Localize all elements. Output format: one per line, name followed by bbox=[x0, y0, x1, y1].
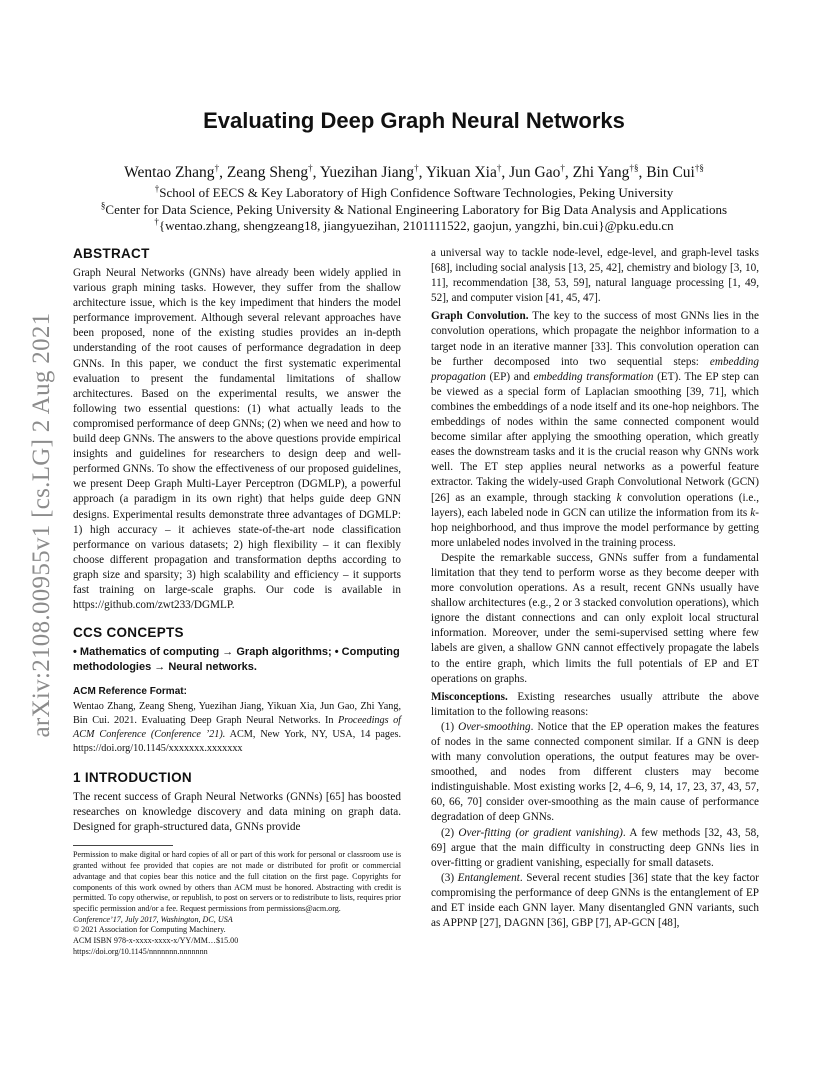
affiliation-mark: † bbox=[154, 216, 159, 227]
term-entanglement: Entanglement bbox=[457, 871, 520, 884]
author-mark: †§ bbox=[629, 162, 639, 173]
author-name: Jun Gao bbox=[509, 164, 561, 181]
text-run: (1) bbox=[441, 720, 459, 733]
author-mark: †§ bbox=[694, 162, 704, 173]
introduction-heading: 1 INTRODUCTION bbox=[73, 770, 192, 786]
term-et: embedding transformation bbox=[533, 370, 654, 383]
text-run: The key to the success of most GNNs lies in the convolution operations, which propagate the neighbor information to a target node in an iterative manner [33]. This convolution operation can be further decomposed into two sequential steps: bbox=[431, 310, 759, 368]
ccs-heading: CCS CONCEPTS bbox=[73, 625, 184, 641]
affiliation-2 bbox=[0, 202, 828, 218]
text-run: (2) bbox=[441, 826, 459, 839]
text-run: (EP) and bbox=[485, 370, 534, 383]
affiliation-emails bbox=[0, 218, 828, 234]
author-name: Zhi Yang bbox=[572, 164, 630, 181]
var-k: k bbox=[616, 491, 622, 504]
permission-notice: Permission to make digital or hard copies of all or part of this work for personal or classroom use is granted without fee provided that copies are not made or distributed for profit or commercial advantage and that copies bear this notice and the full citation on the first page. Copyrights for components of this work owned by others than ACM must be honored. Abstracting with credit is permitted. To copy otherwise, or republish, to post on servers or to redistribute to lists, requires prior specific permission and/or a fee. Request permissions from permissions@acm.org. bbox=[73, 850, 401, 913]
introduction-paragraph: The recent success of Graph Neural Networks (GNNs) [65] has boosted researches on knowledge discovery and data mining on graph data. Designed for graph-structured data, GNNs provide bbox=[73, 791, 401, 834]
author-name: Bin Cui bbox=[646, 164, 695, 181]
author-name: Zeang Sheng bbox=[226, 164, 309, 181]
copyright-line: © 2021 Association for Computing Machinery. bbox=[73, 925, 226, 935]
affiliation-mark: § bbox=[100, 200, 106, 211]
intro-continued-paragraph: a universal way to tackle node-level, edge-level, and graph-level tasks [68], including social analysis [13, 25, 42], chemistry and biology [3, 10, 11], recommendation [38, 53, 59], natural language processing [1, 49, 52], and computer vision [41, 45, 47]. bbox=[431, 247, 759, 305]
arxiv-stamp bbox=[22, 285, 62, 765]
text-run: . Several recent studies [36] state that the key factor compromising the performance of deep GNNs is the entanglement of EP and ET inside each GNN layer. Many disentangled GNN variants, such as APPNP [27], DAGNN [36], GBP [7], AP-GCN [48], bbox=[431, 871, 759, 930]
text-run: convolution operations (i.e., layers), each labeled node in GCN can utilize the information from its bbox=[431, 491, 759, 519]
affiliation-mark: † bbox=[154, 183, 160, 194]
doi-link[interactable]: https://doi.org/10.1145/nnnnnnn.nnnnnnn bbox=[73, 946, 208, 956]
text-run: (3) bbox=[441, 871, 458, 884]
term-over-smoothing: Over-smoothing bbox=[458, 720, 531, 733]
text-run: . Notice that the EP operation makes the features of nodes in the same connected component similar. If a GNN is deep with many convolution operations, the output features may be over-smoothed, and nodes from different clusters may become indistinguishable. Most existing works [2, 4–6, 9, 14, 17, 23, 37, 43, 57, 60, 66, 70] consider over-smoothing as the main cause of performance degradation of deep GNNs. bbox=[431, 720, 759, 824]
author-name: Yuezihan Jiang bbox=[319, 164, 415, 181]
misconceptions-paragraph bbox=[431, 690, 759, 720]
graph-convolution-heading: Graph Convolution. bbox=[431, 310, 529, 323]
affiliation-1 bbox=[0, 185, 828, 201]
misconception-3 bbox=[431, 871, 759, 931]
graph-convolution-paragraph bbox=[431, 309, 759, 551]
author-name: Wentao Zhang bbox=[124, 164, 215, 181]
right-column bbox=[431, 246, 759, 931]
author-mark: † bbox=[214, 162, 220, 173]
affiliation-text: School of EECS & Key Laboratory of High Confidence Software Technologies, Peking University bbox=[159, 185, 674, 200]
paper-title: Evaluating Deep Graph Neural Networks bbox=[203, 108, 625, 133]
author-list: Wentao Zhang†, Zeang Sheng†, Yuezihan Jiang†, Yikuan Xia†, Jun Gao†, Zhi Yang†§, Bin Cui†§ bbox=[124, 162, 704, 181]
isbn-line: ACM ISBN 978-x-xxxx-xxxx-x/YY/MM…$15.00 bbox=[73, 936, 239, 946]
author-mark: † bbox=[560, 162, 565, 173]
left-column bbox=[73, 246, 401, 957]
var-k: k bbox=[750, 506, 756, 519]
footnote-divider bbox=[73, 845, 173, 846]
text-run: Existing researches usually attribute the above limitation to the following reasons: bbox=[431, 690, 759, 718]
affiliation-text: {wentao.zhang, shengzeang18, jiangyuezihan, 2101111522, gaojun, yangzhi, bin.cui}@pku.edu.cn bbox=[158, 218, 674, 233]
acm-reference-heading: ACM Reference Format: bbox=[73, 686, 187, 698]
affiliation-text: Center for Data Science, Peking University & National Engineering Laboratory for Big Data Analysis and Applications bbox=[105, 202, 728, 217]
text-run: -hop neighborhood, and thus improve the model performance by getting more unlabeled nodes involved in the training process. bbox=[431, 506, 759, 549]
acm-reference-pre: Wentao Zhang, Zeang Sheng, Yuezihan Jiang, Yikuan Xia, Jun Gao, Zhi Yang, Bin Cui. 2021. Evaluating Deep Graph Neural Networks. In bbox=[73, 701, 401, 727]
abstract-text: Graph Neural Networks (GNNs) have already been widely applied in various graph mining tasks. However, they suffer from the shallow architecture issue, which is the key impediment that hinders the model performance improvement. Although several relevant approaches have been proposed, none of the existing studies provides an in-depth understanding of the root causes of performance degradation in deep GNNs. In this paper, we conduct the first systematic experimental evaluation to present the fundamental limitations of shallow architectures. Based on the experimental results, we answer the following two essential questions: (1) what actually leads to the compromised performance of deep GNNs; (2) when we need and how to build deep GNNs. The answers to the above questions provide empirical insights and guidelines for researchers to design deep and well-performed GNNs. To show the effectiveness of our proposed guidelines, we present Deep Graph Multi-Layer Perceptron (DGMLP), a powerful approach (a paradigm in its own right) that helps guide deep GNN designs. Experimental results demonstrate three advantages of DGMLP: 1) high accuracy – it achieves state-of-the-art node classification performance on various datasets; 2) high flexibility – it can flexibly choose different propagation and transformation depths according to graph size and sparsity; 3) high scalability and efficiency – it supports fast training on large-scale graphs. Our code is available in https://github.com/zwt233/DGMLP. bbox=[73, 267, 401, 612]
acm-reference-venue: Proceedings of ACM Conference (Conference ’21). bbox=[73, 715, 402, 741]
term-over-fitting: Over-fitting (or gradient vanishing) bbox=[458, 826, 623, 839]
misconceptions-heading: Misconceptions. bbox=[431, 690, 508, 703]
text-run: (ET). The EP step can be viewed as a special form of Laplacian smoothing [39, 71], which combines the embeddings of a node itself and its one-hop neighbors. The embeddings of nodes within the same connected component would become similar after applying the smoothing operation, which greatly eases the downstream tasks and it is the crucial reason why GNNs work well. The ET step applies neural networks as a powerful feature extractor. Taking the widely-used Graph Convolutional Network (GCN) [26] as an example, through stacking bbox=[431, 370, 759, 504]
misconception-1 bbox=[431, 720, 759, 826]
abstract-heading: ABSTRACT bbox=[73, 246, 150, 261]
ccs-text: • Mathematics of computing → Graph algorithms; • Computing methodologies → Neural networks. bbox=[73, 646, 400, 673]
author-name: Yikuan Xia bbox=[425, 164, 497, 181]
author-mark: † bbox=[496, 162, 502, 173]
text-run: . A few methods [32, 43, 58, 69] argue that the main difficulty in constructing deep GNNs lies in over-fitting or gradient vanishing, especially for small datasets. bbox=[431, 826, 759, 869]
misconception-2 bbox=[431, 826, 759, 871]
arxiv-stamp-text: arXiv:2108.00955v1 [cs.LG] 2 Aug 2021 bbox=[28, 312, 55, 738]
author-mark: † bbox=[414, 162, 419, 173]
term-ep: embedding propagation bbox=[431, 355, 759, 383]
conference-line: Conference’17, July 2017, Washington, DC, USA bbox=[73, 914, 233, 924]
acm-reference-text bbox=[73, 700, 401, 756]
acm-reference-post: ACM, New York, NY, USA, 14 pages. https://doi.org/10.1145/xxxxxxx.xxxxxxx bbox=[73, 729, 401, 755]
author-mark: † bbox=[308, 162, 313, 173]
limitation-paragraph: Despite the remarkable success, GNNs suffer from a fundamental limitation that they tend to perform worse as they become deeper with more convolution operations. As a result, recent GNNs usually have shallow architectures (e.g., 2 or 3 stacked convolution operations), which ignore the distant connections and can only exploit local structural information. Moreover, under the semi-supervised setting where few labels are given, a shallow GNN cannot effectively propagate the labels to the entire graph, which limits the full potentials of EP and ET operations on graphs. bbox=[431, 551, 759, 685]
